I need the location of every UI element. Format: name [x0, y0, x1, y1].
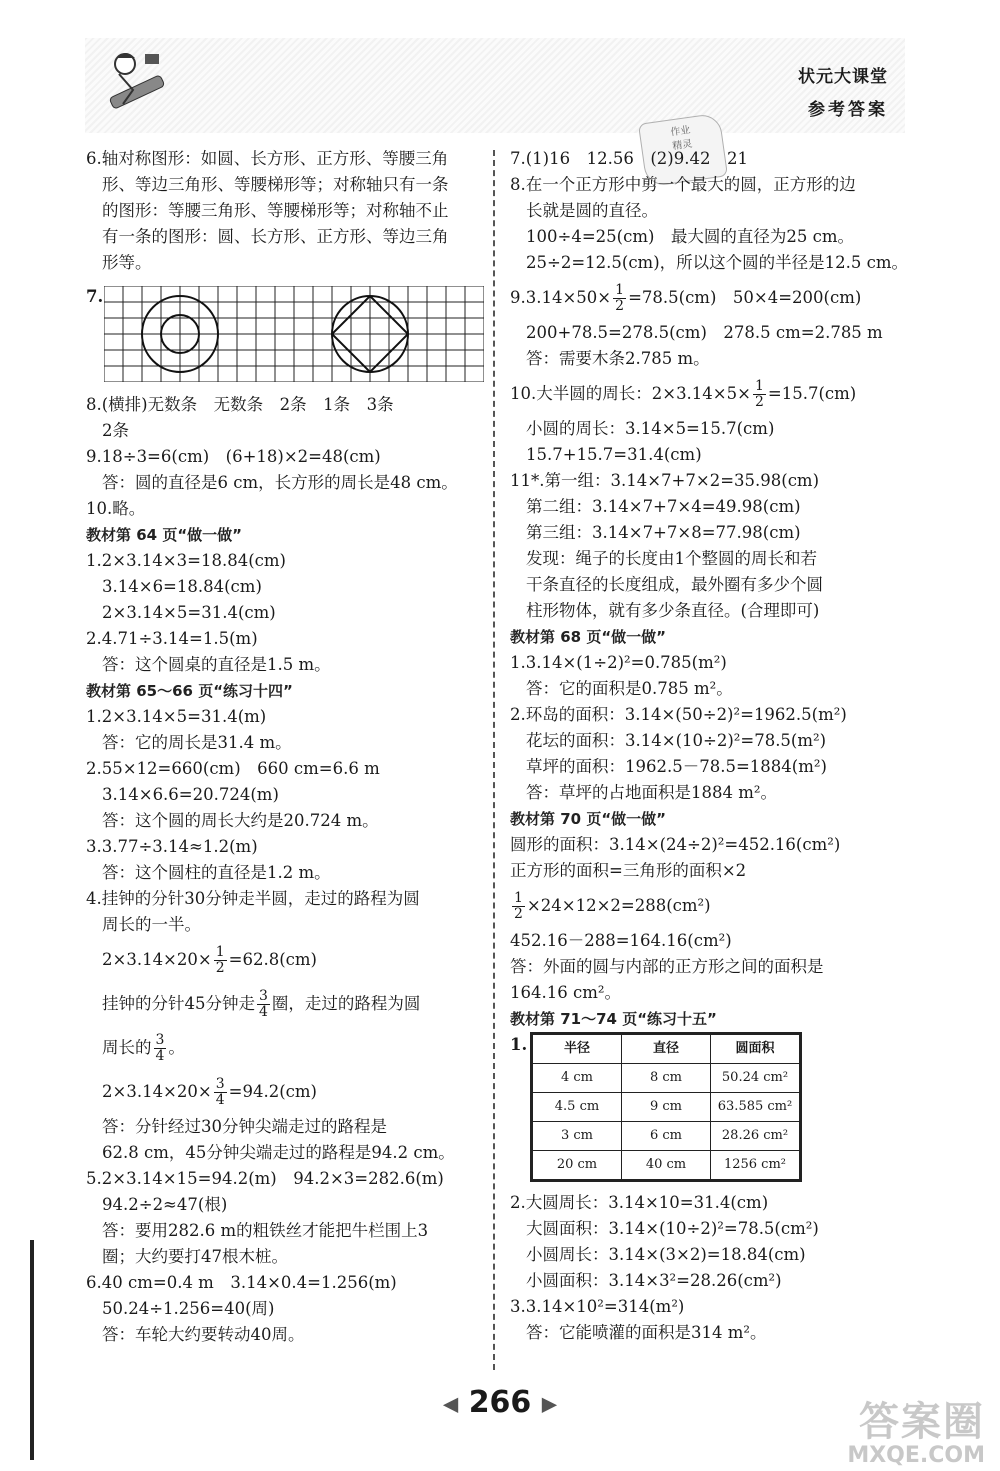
- section-heading: 教材第 65～66 页“练习十四”: [86, 682, 293, 700]
- fraction: [257, 989, 270, 1020]
- equation-line: [86, 982, 486, 1026]
- circle-table-block: [510, 1032, 900, 1190]
- equation-text: =78.5(cm) 50×4=200(cm): [628, 288, 862, 307]
- table-cell: 63.585 cm²: [711, 1093, 800, 1122]
- left-column: [86, 146, 486, 1348]
- equation-text: 挂钟的分针45分钟走: [102, 994, 255, 1013]
- text-line: 100÷4=25(cm) 最大圆的直径为25 cm。: [526, 227, 855, 246]
- table-header-row: [533, 1035, 800, 1064]
- table-frame: [530, 1032, 802, 1182]
- text-line: 答：要用282.6 m的粗铁丝才能把牛栏围上3: [102, 1221, 429, 1240]
- text-line: 4.挂钟的分针30分钟走半圆，走过的路程为圆: [86, 889, 420, 908]
- fraction: [613, 283, 626, 314]
- student-mascot-icon: [95, 46, 175, 118]
- table-cell: 4.5 cm: [533, 1093, 622, 1122]
- table-cell: 40 cm: [622, 1151, 711, 1180]
- text-line: 2×3.14×5=31.4(cm): [102, 603, 276, 622]
- text-line: 答：分针经过30分钟尖端走过的路程是: [102, 1117, 387, 1136]
- text-line: 答：这个圆的周长大约是20.724 m。: [102, 811, 379, 830]
- equation-text: 圈，走过的路程为圆: [271, 994, 421, 1013]
- table-cell: 8 cm: [622, 1064, 711, 1093]
- text-line: 圈；大约要打47根木桩。: [102, 1247, 288, 1266]
- text-line: 形等。: [102, 253, 152, 272]
- text-line: 2.环岛的面积：3.14×(50÷2)²=1962.5(m²): [510, 705, 847, 724]
- text-line: 答：草坪的占地面积是1884 m²。: [526, 783, 777, 802]
- symmetry-grid-figure: [86, 280, 486, 386]
- text-line: 3.14×6=18.84(cm): [102, 577, 262, 596]
- text-line: 2.大圆周长：3.14×10=31.4(cm): [510, 1193, 769, 1212]
- table-row: [533, 1064, 800, 1093]
- text-line: 2条: [102, 421, 129, 440]
- text-line: 25÷2=12.5(cm)，所以这个圆的半径是12.5 cm。: [526, 253, 909, 272]
- table-cell: 6 cm: [622, 1122, 711, 1151]
- brand-subtitle: 参考答案: [808, 100, 888, 120]
- numerator: 1: [215, 944, 225, 960]
- table-cell: 20 cm: [533, 1151, 622, 1180]
- fraction: [154, 1033, 167, 1064]
- fraction: [512, 891, 525, 922]
- section-heading: 教材第 64 页“做一做”: [86, 526, 243, 544]
- equation-text: 2×3.14×20×: [102, 1082, 212, 1101]
- equation-line: [86, 938, 486, 982]
- text-line: 1.2×3.14×5=31.4(m): [86, 707, 267, 726]
- text-line: 11*.第一组：3.14×7+7×2=35.98(cm): [510, 471, 820, 490]
- section-heading: 教材第 71～74 页“练习十五”: [510, 1010, 717, 1028]
- brand-title: 状元大课堂: [798, 67, 888, 87]
- numerator: 1: [754, 378, 764, 394]
- text-line: 200+78.5=278.5(cm) 278.5 cm=2.785 m: [526, 323, 883, 342]
- text-line: 8.(横排)无数条 无数条 2条 1条 3条: [86, 395, 394, 414]
- equation-text: 10.大半圆的周长：2×3.14×5×: [510, 384, 751, 403]
- text-line: 长就是圆的直径。: [526, 201, 658, 220]
- column-divider: [493, 150, 495, 1370]
- denominator: 4: [215, 1092, 225, 1108]
- text-line: 3.3.14×10²=314(m²): [510, 1297, 685, 1316]
- equation-text: =62.8(cm): [228, 950, 317, 969]
- numerator: 3: [215, 1076, 225, 1092]
- equation-text: ×24×12×2=288(cm²): [526, 896, 711, 915]
- equation-text: =15.7(cm): [767, 384, 857, 403]
- fraction: [214, 1077, 227, 1108]
- text-line: 答：外面的圆与内部的正方形之间的面积是: [510, 957, 824, 976]
- grid-drawing: [104, 286, 484, 382]
- text-line: 干条直径的长度组成，最外圈有多少个圆: [526, 575, 823, 594]
- text-line: 答：它的面积是0.785 m²。: [526, 679, 733, 698]
- text-line: 周长的一半。: [102, 915, 201, 934]
- equation-text: =94.2(cm): [228, 1082, 317, 1101]
- text-line: 有一条的图形：圆、长方形、正方形、等边三角: [102, 227, 449, 246]
- table-cell: 28.26 cm²: [711, 1122, 800, 1151]
- text-line: 柱形物体，就有多少条直径。(合理即可): [526, 601, 820, 620]
- table-label: 1.: [510, 1035, 528, 1054]
- text-line: 答：需要木条2.785 m。: [526, 349, 710, 368]
- text-line: 答：这个圆桌的直径是1.5 m。: [102, 655, 331, 674]
- text-line: 花坛的面积：3.14×(10÷2)²=78.5(m²): [526, 731, 827, 750]
- text-line: 15.7+15.7=31.4(cm): [526, 445, 702, 464]
- text-line: 9.18÷3=6(cm) (6+18)×2=48(cm): [86, 447, 381, 466]
- stamp-text-1: 作业: [669, 124, 692, 139]
- watermark: [847, 1390, 985, 1468]
- denominator: 4: [155, 1048, 165, 1064]
- equation-text: 9.3.14×50×: [510, 288, 612, 307]
- table-header: 半径: [533, 1035, 622, 1064]
- text-line: 6.轴对称图形：如圆、长方形、正方形、等腰三角: [86, 149, 449, 168]
- left-arrow-icon: ◀: [442, 1391, 459, 1416]
- right-arrow-icon: ▶: [541, 1391, 558, 1416]
- text-line: 圆形的面积：3.14×(24÷2)²=452.16(cm²): [510, 835, 841, 854]
- text-line: 7.(1)16 12.56 (2)9.42 21: [510, 149, 748, 168]
- denominator: 2: [615, 298, 625, 314]
- text-line: 答：它的周长是31.4 m。: [102, 733, 292, 752]
- numerator: 1: [615, 282, 625, 298]
- table-cell: 9 cm: [622, 1093, 711, 1122]
- denominator: 2: [215, 960, 225, 976]
- text-line: 1.2×3.14×3=18.84(cm): [86, 551, 286, 570]
- text-line: 2.4.71÷3.14=1.5(m): [86, 629, 258, 648]
- text-line: 答：它能喷灌的面积是314 m²。: [526, 1323, 767, 1342]
- text-line: 3.3.77÷3.14≈1.2(m): [86, 837, 258, 856]
- table-cell: 50.24 cm²: [711, 1064, 800, 1093]
- table-row: [533, 1151, 800, 1180]
- table-row: [533, 1122, 800, 1151]
- section-heading: 教材第 68 页“做一做”: [510, 628, 667, 646]
- text-line: 发现：绳子的长度由1个整圆的周长和若: [526, 549, 817, 568]
- equation-text: 。: [168, 1038, 185, 1057]
- table-header: 圆面积: [711, 1035, 800, 1064]
- section-heading: 教材第 70 页“做一做”: [510, 810, 667, 828]
- text-line: 1.3.14×(1÷2)²=0.785(m²): [510, 653, 727, 672]
- brand: [798, 62, 888, 120]
- text-line: 164.16 cm²。: [510, 983, 621, 1002]
- numerator: 1: [514, 890, 523, 906]
- text-line: 小圆的周长：3.14×5=15.7(cm): [526, 419, 775, 438]
- text-line: 第二组：3.14×7+7×4=49.98(cm): [526, 497, 801, 516]
- text-line: 正方形的面积=三角形的面积×2: [510, 861, 747, 880]
- equation-line: [510, 372, 900, 416]
- text-line: 452.16－288=164.16(cm²): [510, 931, 732, 950]
- circle-table: [532, 1034, 800, 1180]
- stamp-text-2: 精灵: [671, 138, 694, 153]
- text-line: 3.14×6.6=20.724(m): [102, 785, 279, 804]
- page-number-text: 266: [468, 1385, 532, 1420]
- equation-text: 周长的: [102, 1038, 152, 1057]
- denominator: 4: [259, 1004, 268, 1020]
- table-row: [533, 1093, 800, 1122]
- text-line: 62.8 cm，45分钟尖端走过的路程是94.2 cm。: [102, 1143, 455, 1162]
- denominator: 2: [754, 394, 764, 410]
- right-column: [510, 146, 909, 1346]
- text-line: 6.40 cm=0.4 m 3.14×0.4=1.256(m): [86, 1273, 397, 1292]
- table-cell: 4 cm: [533, 1064, 622, 1093]
- text-line: 答：圆的直径是6 cm，长方形的周长是48 cm。: [102, 473, 458, 492]
- fraction: [214, 945, 227, 976]
- text-line: 50.24÷1.256=40(周): [102, 1299, 275, 1318]
- text-line: 大圆面积：3.14×(10÷2)²=78.5(cm²): [526, 1219, 819, 1238]
- equation-line: [510, 276, 900, 320]
- text-line: 答：这个圆柱的直径是1.2 m。: [102, 863, 331, 882]
- equation-text: 2×3.14×20×: [102, 950, 212, 969]
- equation-line: [86, 1026, 486, 1070]
- text-line: 答：车轮大约要转动40周。: [102, 1325, 305, 1344]
- numerator: 3: [259, 988, 268, 1004]
- q7-label: 7.: [86, 287, 104, 306]
- text-line: 2.55×12=660(cm) 660 cm=6.6 m: [86, 759, 380, 778]
- text-line: 的图形：等腰三角形、等腰梯形等；对称轴不止: [102, 201, 449, 220]
- text-line: 第三组：3.14×7+7×8=77.98(cm): [526, 523, 801, 542]
- table-header: 直径: [622, 1035, 711, 1064]
- watermark-title: 答案圈: [859, 1399, 985, 1445]
- text-line: 草坪的面积：1962.5－78.5=1884(m²): [526, 757, 827, 776]
- text-line: 8.在一个正方形中剪一个最大的圆，正方形的边: [510, 175, 856, 194]
- fraction: [753, 379, 766, 410]
- text-line: 形、等边三角形、等腰梯形等；对称轴只有一条: [102, 175, 449, 194]
- text-line: 小圆周长：3.14×(3×2)=18.84(cm): [526, 1245, 806, 1264]
- table-cell: 1256 cm²: [711, 1151, 800, 1180]
- header-band: [85, 38, 905, 133]
- page-edge-bar: [30, 1240, 34, 1460]
- text-line: 10.略。: [86, 499, 146, 518]
- watermark-url: MXQE.COM: [847, 1443, 985, 1468]
- numerator: 3: [155, 1032, 165, 1048]
- equation-line: [86, 1070, 486, 1114]
- text-line: 94.2÷2≈47(根): [102, 1195, 228, 1214]
- text-line: 5.2×3.14×15=94.2(m) 94.2×3=282.6(m): [86, 1169, 444, 1188]
- denominator: 2: [514, 906, 523, 922]
- text-line: 小圆面积：3.14×3²=28.26(cm²): [526, 1271, 782, 1290]
- table-cell: 3 cm: [533, 1122, 622, 1151]
- equation-line: [510, 884, 900, 928]
